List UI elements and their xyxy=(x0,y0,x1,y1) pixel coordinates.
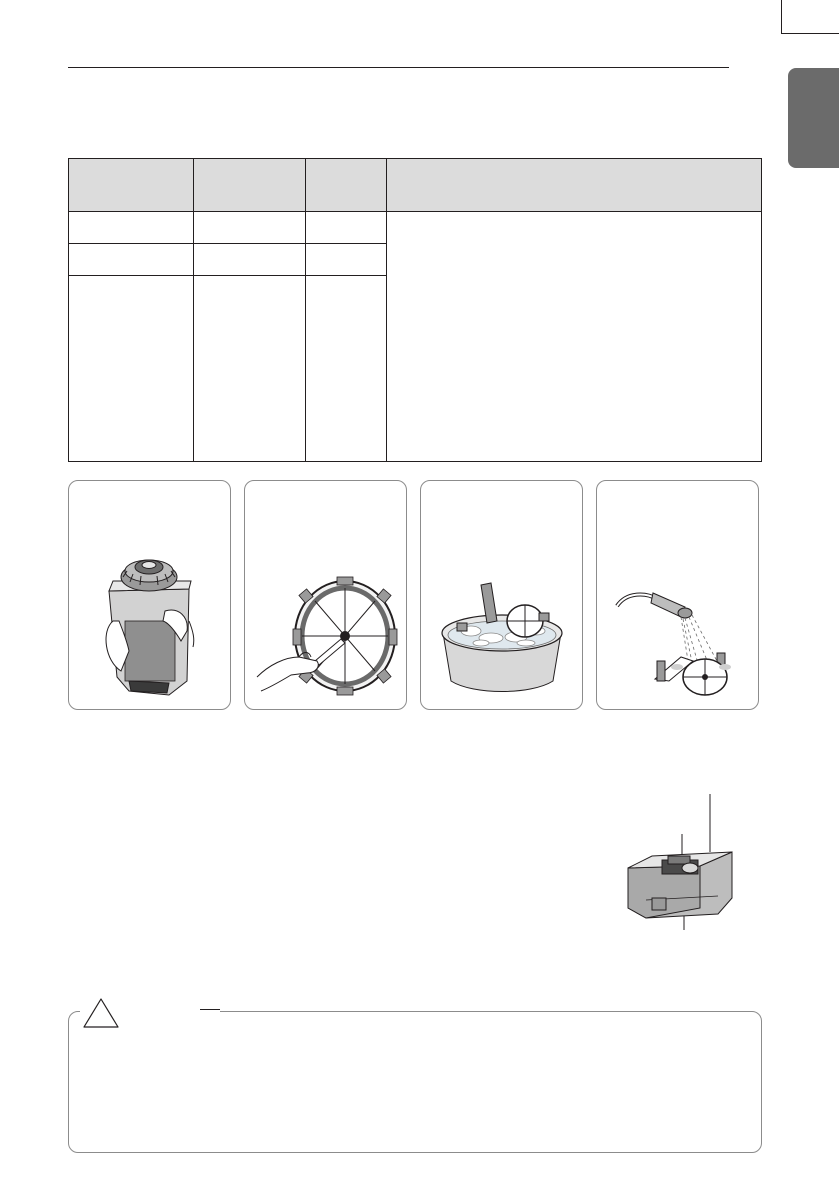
lift-filter-illustration xyxy=(69,481,232,711)
crop-mark-vertical xyxy=(781,0,782,34)
maintenance-table xyxy=(68,158,762,462)
soak-filter-panel xyxy=(420,480,583,710)
rinse-filter-illustration xyxy=(597,481,760,711)
table-column-divider xyxy=(386,159,387,461)
table-header xyxy=(69,159,761,211)
table-column-divider xyxy=(305,159,306,461)
caution-header-rule xyxy=(200,1009,220,1010)
water-tank-illustration xyxy=(600,790,760,940)
caution-box xyxy=(68,1011,762,1153)
lift-filter-panel xyxy=(68,480,231,710)
language-tab xyxy=(788,68,839,168)
brush-filter-panel xyxy=(244,480,407,710)
header-rule xyxy=(68,67,729,68)
table-row-divider xyxy=(69,243,386,244)
language-tab-label xyxy=(788,68,839,168)
brush-filter-illustration xyxy=(245,481,408,711)
table-header-divider xyxy=(69,211,761,212)
crop-mark-horizontal xyxy=(781,33,839,34)
rinse-filter-panel xyxy=(596,480,759,710)
table-column-divider xyxy=(193,159,194,461)
warning-triangle-icon xyxy=(82,997,122,1031)
table-row-divider xyxy=(69,275,386,276)
soak-filter-illustration xyxy=(421,481,584,711)
